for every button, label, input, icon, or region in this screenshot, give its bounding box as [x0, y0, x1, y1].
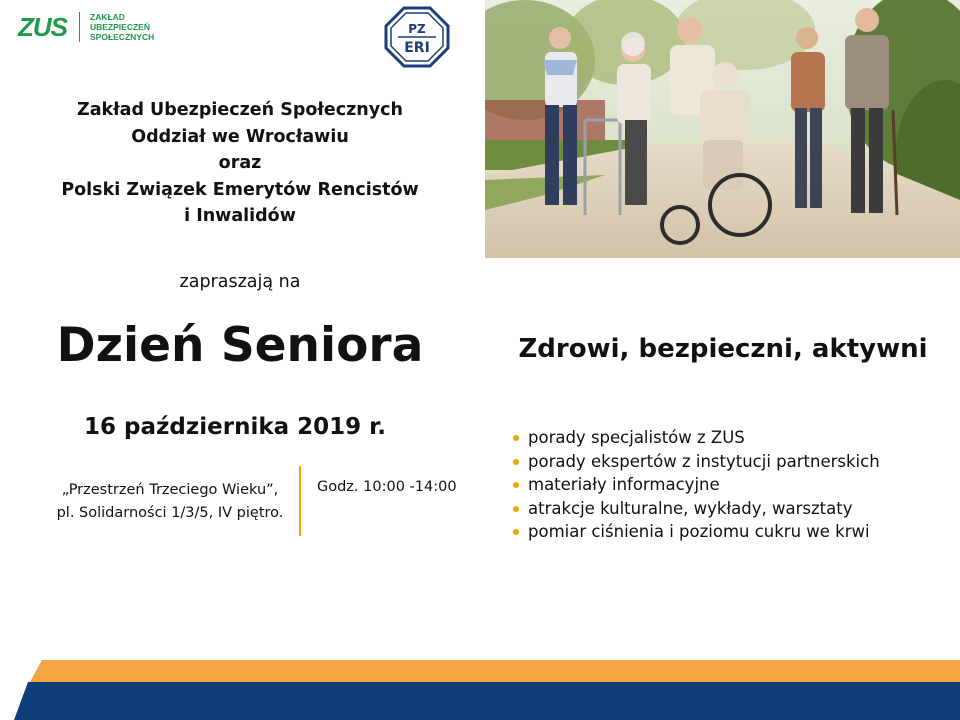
- pzeri-logo-line-1: PZ: [408, 22, 426, 36]
- divider-line: [299, 466, 301, 536]
- seniors-photo: [485, 0, 960, 258]
- pzeri-logo: [384, 6, 450, 68]
- event-title: Dzień Seniora: [56, 318, 424, 373]
- venue: [40, 479, 300, 525]
- motto: Zdrowi, bezpieczni, aktywni: [518, 334, 928, 364]
- event-date: 16 października 2019 r.: [84, 414, 386, 440]
- zus-logo-name-line-3: SPOŁECZNYCH: [90, 32, 155, 42]
- zus-logo-name-line-2: UBEZPIECZEŃ: [90, 22, 150, 32]
- organizer-line: oraz: [218, 153, 262, 173]
- agenda-item-label: atrakcje kulturalne, wykłady, warsztaty: [528, 498, 853, 518]
- organizer-line: Oddział we Wrocławiu: [131, 126, 349, 147]
- agenda-item: [510, 450, 950, 474]
- pzeri-logo-line-2: ERI: [404, 40, 430, 56]
- agenda-item-label: pomiar ciśnienia i poziomu cukru we krwi: [528, 522, 870, 541]
- bullet-icon: [513, 482, 519, 488]
- agenda-item-label: porady specjalistów z ZUS: [528, 428, 745, 447]
- agenda-item-label: materiały informacyjne: [528, 475, 720, 494]
- zus-logo-mark: ZUS: [18, 12, 67, 42]
- zus-logo-name: [90, 12, 200, 42]
- agenda-item-label: porady ekspertów z instytucji partnerskich: [528, 451, 880, 471]
- zus-logo-name-line-1: ZAKŁAD: [90, 12, 125, 22]
- invite-text: zapraszają na: [179, 272, 301, 292]
- organizers: [30, 97, 450, 230]
- zus-logo-divider: [79, 12, 80, 42]
- venue-line: „Przestrzeń Trzeciego Wieku”,: [61, 482, 279, 498]
- agenda-list: [510, 426, 950, 544]
- agenda-item: [510, 473, 950, 497]
- agenda-item: [510, 520, 950, 544]
- agenda-item: [510, 497, 950, 521]
- agenda-item: [510, 426, 950, 450]
- footer-stripes: [0, 655, 960, 720]
- organizer-line: i Inwalidów: [184, 206, 296, 226]
- venue-line: pl. Solidarności 1/3/5, IV piętro.: [56, 505, 284, 521]
- bullet-icon: [513, 459, 519, 465]
- bullet-icon: [513, 435, 519, 441]
- bullet-icon: [513, 506, 519, 512]
- bullet-icon: [513, 529, 519, 535]
- organizer-line: Zakład Ubezpieczeń Społecznych: [77, 100, 403, 120]
- event-hours: Godz. 10:00 -14:00: [317, 479, 457, 495]
- organizer-line: Polski Związek Emerytów Rencistów: [61, 179, 419, 200]
